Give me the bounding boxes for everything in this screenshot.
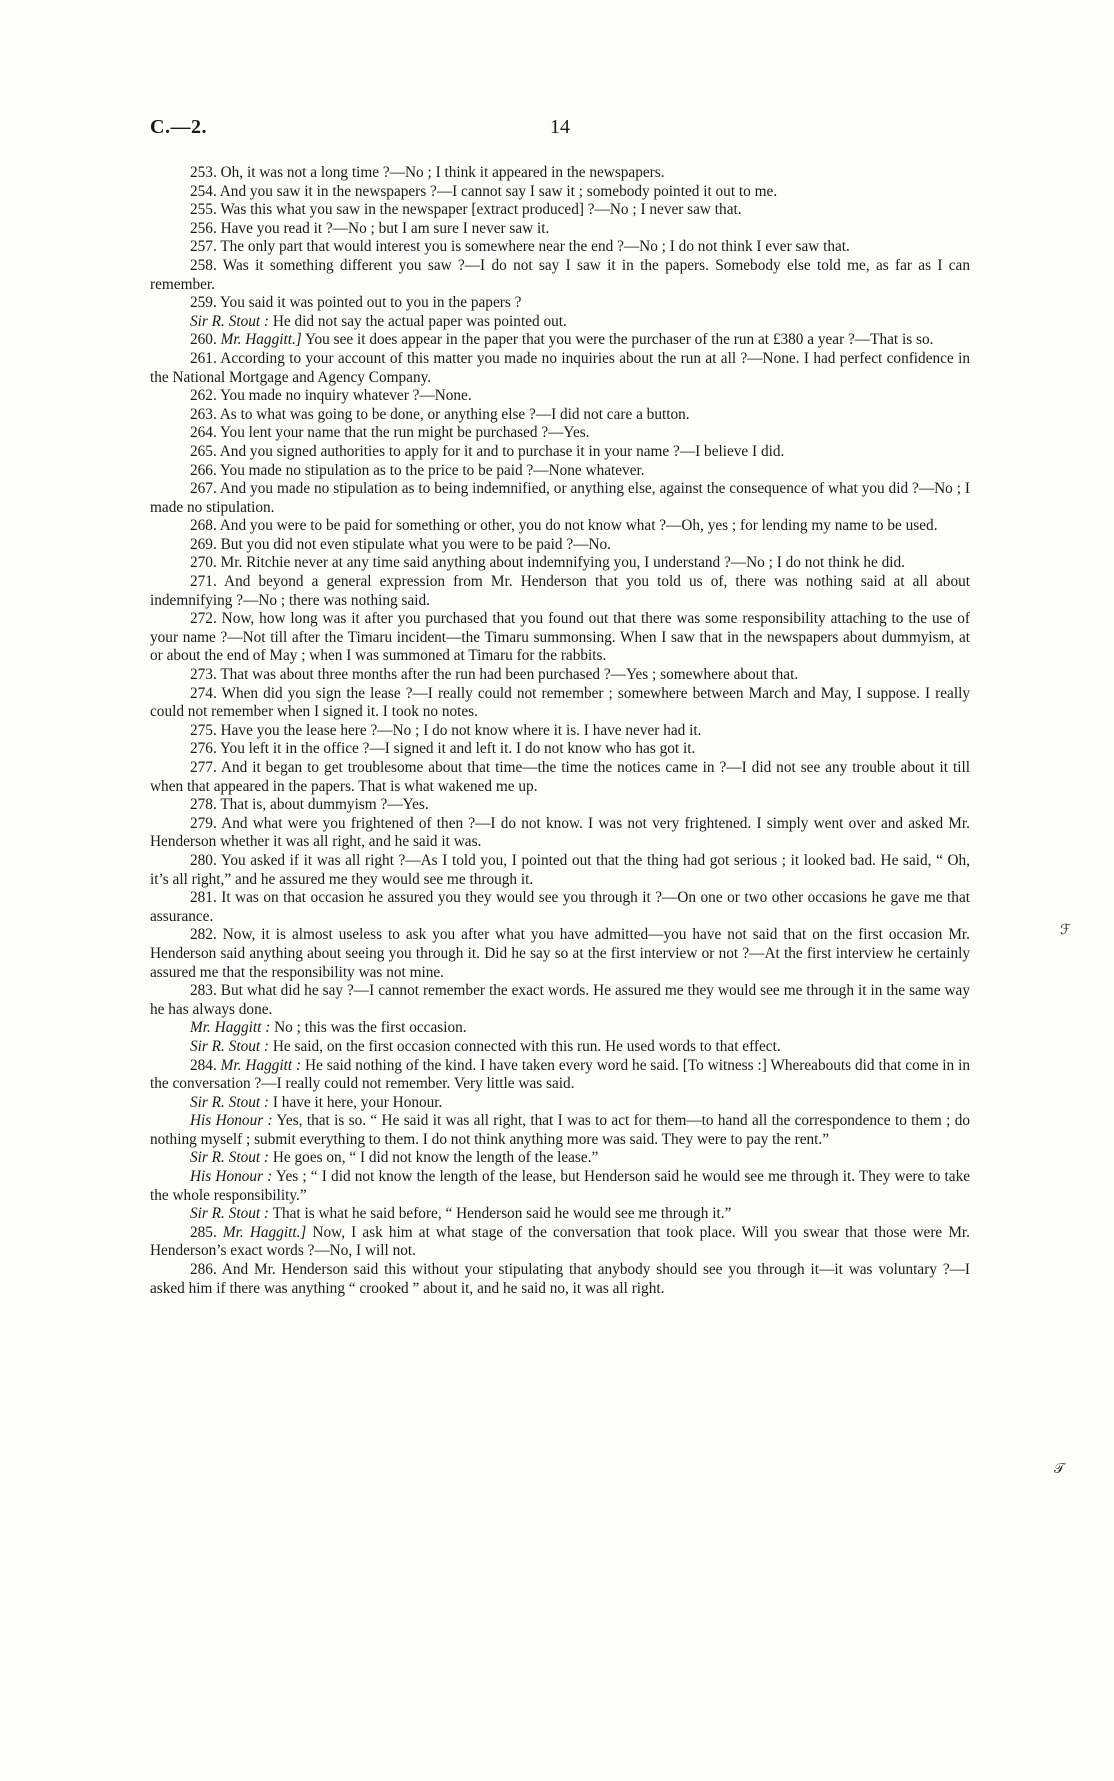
testimony-paragraph [150,815,970,852]
testimony-paragraph [150,220,970,239]
testimony-paragraph [150,685,970,722]
testimony-paragraph [150,889,970,926]
paragraph-text: 257. The only part that would interest you is somewhere near the end ?—No ; I do not think I ever saw that. [190,238,850,256]
testimony-paragraph [150,852,970,889]
paragraph-text: He goes on, “ I did not know the length of the lease.” [269,1149,599,1167]
speaker-name: Sir R. Stout : [190,1037,270,1055]
paragraph-text: 264. You lent your name that the run might be purchased ?—Yes. [190,424,590,442]
paragraph-text: 261. According to your account of this matter you made no inquiries about the run at all ?—None. I had perfect confidence in the National Mortgage and Agency Company. [150,349,970,386]
testimony-paragraph [150,480,970,517]
paragraph-text: 286. And Mr. Henderson said this without your stipulating that anybody should see you through it—it was voluntary ?—I asked him if there was anything “ crooked ” about it, and he said no, it was all right. [150,1261,970,1297]
paragraph-text: 272. Now, how long was it after you purchased that you found out that there was some responsibility attaching to the use of your name ?—Not till after the Timaru incident—the Timaru summonsing. When I saw that in the newspapers about dummyism, at or about the end of May ; when I was summoned at Timaru for the rabbits. [150,610,970,665]
testimony-paragraph [150,740,970,759]
testimony-paragraph [150,573,970,610]
document-reference: C.—2. [150,116,207,138]
testimony-paragraph [150,1149,970,1168]
testimony-paragraph [150,294,970,313]
paragraph-text: 281. It was on that occasion he assured you they would see you through it ?—On one or two other occasions he gave me that assurance. [150,889,970,925]
paragraph-text: 276. You left it in the office ?—I signed it and left it. I do not know who has got it. [190,740,696,758]
testimony-paragraph [150,313,970,332]
paragraph-text: 282. Now, it is almost useless to ask you after what you have admitted—you have not said that on the first occasion Mr. Henderson said anything about seeing you through it. Did he say so at the first interview or not ?—At the first interview he certainly assured me that the responsibility was not mine. [150,926,970,981]
speaker-name: Sir R. Stout : [190,312,270,330]
speaker-name: Mr. Haggitt : [190,1019,271,1037]
paragraph-text: 263. As to what was going to be done, or anything else ?—I did not care a button. [190,405,690,423]
testimony-paragraph [150,982,970,1019]
testimony-paragraph [150,517,970,536]
speaker-name: His Honour : [190,1112,273,1130]
paragraph-text: 266. You made no stipulation as to the price to be paid ?—None whatever. [190,461,645,479]
testimony-paragraph [150,331,970,350]
speaker-name: Mr. Haggitt : [220,1056,302,1074]
testimony-paragraph [150,1261,970,1298]
paragraph-text: I have it here, your Honour. [269,1093,443,1111]
testimony-paragraph [150,164,970,183]
paragraph-text: 270. Mr. Ritchie never at any time said anything about indemnifying you, I understand ?—No ; I do not think he did. [190,554,906,572]
testimony-paragraph [150,1224,970,1261]
paragraph-text: 258. Was it something different you saw ?—I do not say I saw it in the papers. Somebody else told me, as far as I can remember. [150,256,970,293]
paragraph-text: 275. Have you the lease here ?—No ; I do not know where it is. I have never had it. [190,721,702,739]
margin-mark-2: 𝒯 [1054,1462,1065,1477]
testimony-paragraph [150,424,970,443]
testimony-paragraph [150,1094,970,1113]
paragraph-text: 265. And you signed authorities to apply for it and to purchase it in your name ?—I believe I did. [190,442,785,460]
paragraph-text: 259. You said it was pointed out to you in the papers ? [190,294,522,312]
paragraph-text: Yes ; “ I did not know the length of the lease, but Henderson said he would see me through it. They were to take the whole responsibility.” [150,1168,971,1204]
speaker-name: Sir R. Stout : [190,1205,270,1223]
testimony-paragraph [150,1038,970,1057]
question-number: 260. [190,331,221,349]
testimony-paragraph [150,554,970,573]
paragraph-text: 278. That is, about dummyism ?—Yes. [190,796,429,814]
paragraph-text: 253. Oh, it was not a long time ?—No ; I think it appeared in the newspapers. [190,164,665,181]
testimony-paragraph [150,926,970,982]
paragraph-text: 255. Was this what you saw in the newspaper [extract produced] ?—No ; I never saw that. [190,201,742,219]
testimony-paragraph [150,183,970,202]
testimony-paragraph [150,759,970,796]
testimony-paragraph [150,387,970,406]
testimony-paragraph [150,1057,970,1094]
paragraph-text: He said, on the first occasion connected with this run. He used words to that effect. [269,1037,781,1055]
testimony-paragraph [150,1205,970,1224]
paragraph-text: 280. You asked if it was all right ?—As I told you, I pointed out that the thing had got serious ; it looked bad. He said, “ Oh, it’s all right,” and he assured me they would see me through it. [150,851,970,888]
paragraph-text: 273. That was about three months after the run had been purchased ?—Yes ; somewhere about that. [190,666,799,684]
testimony-paragraph [150,406,970,425]
margin-mark-1: ℱ [1060,923,1072,938]
paragraph-text: No ; this was the first occasion. [270,1019,467,1037]
testimony-paragraph [150,443,970,462]
paragraph-text: Now, I ask him at what stage of the conversation that took place. Will you swear that those were Mr. Henderson’s exact words ?—No, I will not. [150,1223,971,1260]
testimony-paragraph [150,201,970,220]
paragraph-text: 271. And beyond a general expression from Mr. Henderson that you told us of, there was nothing said at all about indemnifying ?—No ; there was nothing said. [150,573,970,609]
testimony-paragraph [150,610,970,666]
paragraph-text: 274. When did you sign the lease ?—I really could not remember ; somewhere between March and May, I suppose. I really could not remember when I signed it. I took no notes. [150,684,970,721]
testimony-paragraph [150,462,970,481]
testimony-text [150,164,970,1298]
speaker-name: Sir R. Stout : [190,1149,270,1167]
paragraph-text: 268. And you were to be paid for something or other, you do not know what ?—Oh, yes ; for lending my name to be used. [190,517,938,535]
page-header [150,116,970,146]
speaker-name: Sir R. Stout : [190,1093,270,1111]
testimony-paragraph [150,796,970,815]
paragraph-text: 262. You made no inquiry whatever ?—None. [190,387,472,405]
paragraph-text: That is what he said before, “ Henderson said he would see me through it.” [269,1205,732,1223]
paragraph-text: 279. And what were you frightened of then ?—I do not know. I was not very frightened. I simply went over and asked Mr. Henderson whether it was all right, and he said it was. [150,814,970,851]
speaker-name: His Honour : [190,1168,273,1186]
paragraph-text: 277. And it began to get troublesome about that time—the time the notices came in ?—I did not see any trouble about it till when that appeared in the papers. That is what wakened me up. [150,759,970,795]
testimony-paragraph [150,1112,970,1149]
page-number: 14 [550,116,570,138]
paragraph-text: 254. And you saw it in the newspapers ?—I cannot say I saw it ; somebody pointed it out to me. [190,182,778,200]
question-number: 285. [190,1223,223,1241]
paragraph-text: He did not say the actual paper was pointed out. [269,312,567,330]
paragraph-text: 256. Have you read it ?—No ; but I am sure I never saw it. [190,219,550,237]
question-number: 284. [190,1056,221,1074]
testimony-paragraph [150,1168,970,1205]
paragraph-text: Yes, that is so. “ He said it was all right, that I was to act for them—to hand all the correspondence to them ; do nothing myself ; submit everything to them. I do not think anything more was said. They were to pay the rent.” [150,1112,970,1148]
testimony-paragraph [150,1019,970,1038]
testimony-paragraph [150,257,970,294]
testimony-paragraph [150,238,970,257]
testimony-paragraph [150,722,970,741]
paragraph-text: He said nothing of the kind. I have taken every word he said. [To witness :] Whereabouts did that come in in the conversation ?—I really could not remember. Very little was said. [150,1056,970,1093]
paragraph-text: You see it does appear in the paper that you were the purchaser of the run at £380 a year ?—That is so. [301,331,934,349]
paragraph-text: 267. And you made no stipulation as to being indemnified, or anything else, against the consequence of what you did ?—No ; I made no stipulation. [150,480,970,516]
speaker-name: Mr. Haggitt.] [222,1223,307,1241]
paragraph-text: 269. But you did not even stipulate what you were to be paid ?—No. [190,535,612,553]
testimony-paragraph [150,536,970,555]
testimony-paragraph [150,350,970,387]
speaker-name: Mr. Haggitt.] [220,331,302,349]
testimony-paragraph [150,666,970,685]
paragraph-text: 283. But what did he say ?—I cannot remember the exact words. He assured me they would see me through it in the same way he has always done. [150,982,970,1018]
